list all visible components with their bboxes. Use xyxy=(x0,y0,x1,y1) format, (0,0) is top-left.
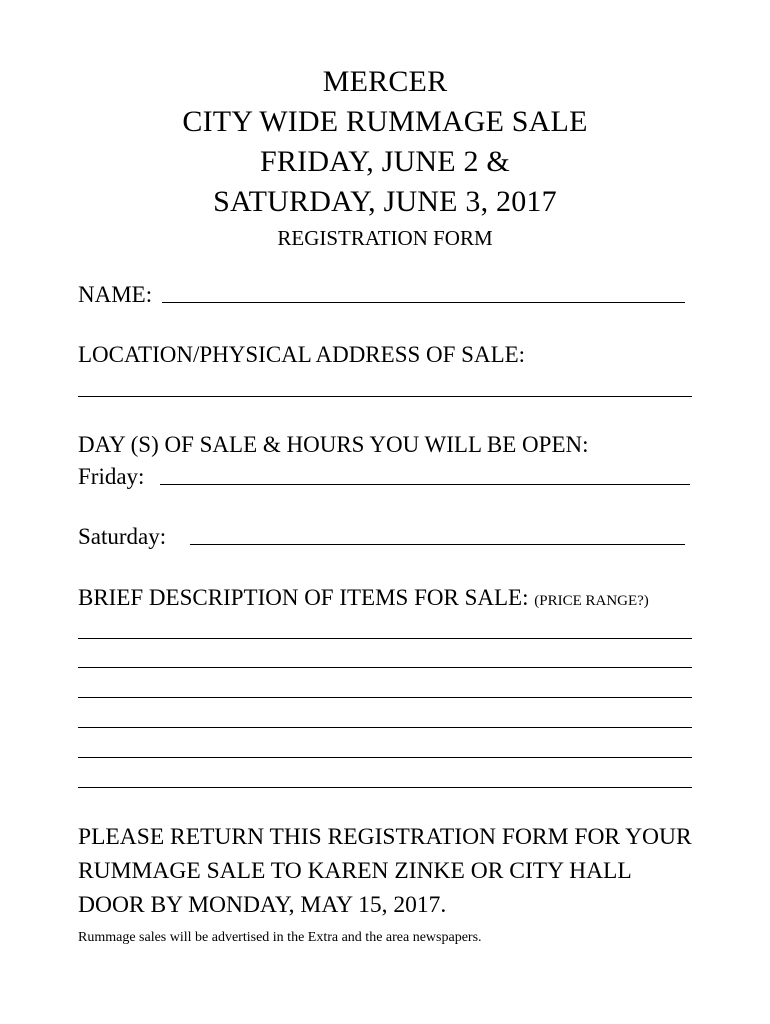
days-hours-label: DAY (S) OF SALE & HOURS YOU WILL BE OPEN: xyxy=(78,432,589,457)
description-line-4[interactable] xyxy=(78,727,692,728)
return-line-2: RUMMAGE SALE TO KAREN ZINKE OR CITY HALL xyxy=(78,858,632,884)
header-city: MERCER xyxy=(322,65,448,98)
name-label: NAME: xyxy=(78,282,153,307)
description-line-1[interactable] xyxy=(78,638,692,639)
price-range-note: (PRICE RANGE?) xyxy=(534,593,649,609)
description-line-5[interactable] xyxy=(78,757,692,758)
return-instructions xyxy=(78,820,718,922)
description-line-2[interactable] xyxy=(78,667,692,668)
name-field[interactable] xyxy=(162,302,685,303)
friday-hours-field[interactable] xyxy=(160,484,690,485)
header-date-saturday: SATURDAY, JUNE 3, 2017 xyxy=(213,185,557,218)
description-line-6[interactable] xyxy=(78,787,692,788)
description-line-3[interactable] xyxy=(78,697,692,698)
location-label: LOCATION/PHYSICAL ADDRESS OF SALE: xyxy=(78,342,526,367)
description-label: BRIEF DESCRIPTION OF ITEMS FOR SALE: xyxy=(78,585,529,610)
advertising-footnote: Rummage sales will be advertised in the Extra and the area newspapers. xyxy=(78,930,482,945)
description-label-row xyxy=(78,583,649,616)
friday-label: Friday: xyxy=(78,464,145,489)
header-event-name: CITY WIDE RUMMAGE SALE xyxy=(182,105,588,138)
saturday-label: Saturday: xyxy=(78,524,167,549)
return-line-3: DOOR BY MONDAY, MAY 15, 2017. xyxy=(78,892,447,918)
location-field[interactable] xyxy=(78,396,692,397)
header-date-friday: FRIDAY, JUNE 2 & xyxy=(260,145,510,178)
form-title: REGISTRATION FORM xyxy=(277,226,493,250)
return-line-1: PLEASE RETURN THIS REGISTRATION FORM FOR YOUR xyxy=(78,824,692,850)
form-header xyxy=(0,62,770,252)
saturday-hours-field[interactable] xyxy=(190,544,685,545)
